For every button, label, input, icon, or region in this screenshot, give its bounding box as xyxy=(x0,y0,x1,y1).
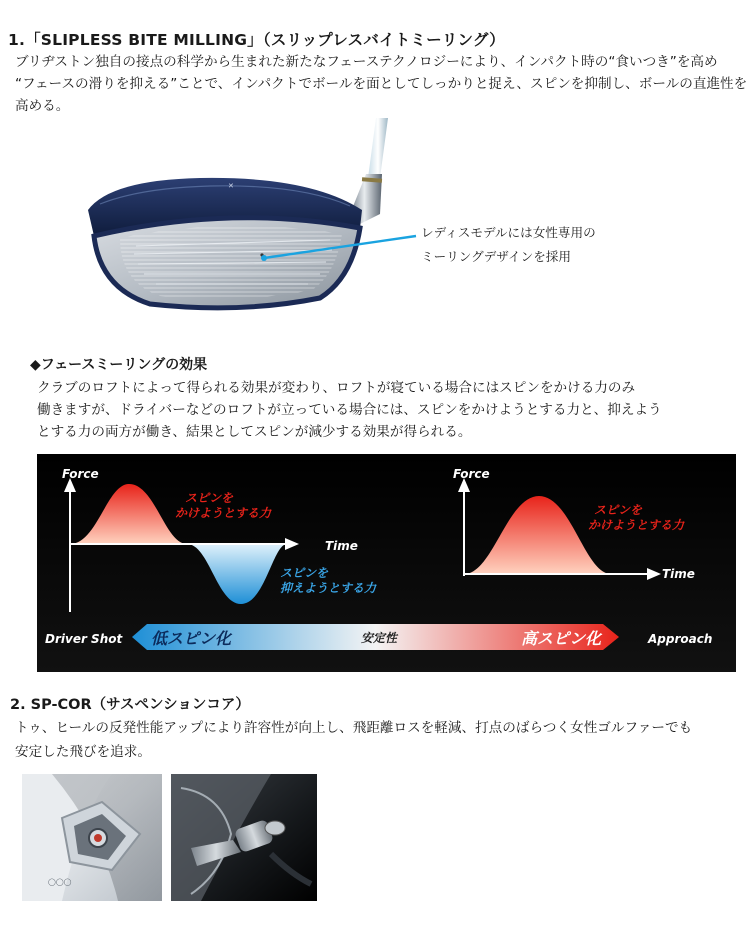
effect-heading: ◆フェースミーリングの効果 xyxy=(30,357,208,373)
section2-line: 安定した飛びを追求。 xyxy=(15,744,151,760)
sole-weight-photo xyxy=(22,774,162,901)
section1-line: “フェースの滑りを抑える”ことで、インパクトでボールを面としてしっかりと捉え、スピンを抑制し、ボールの直進性を xyxy=(15,76,748,92)
right-x-label: Time xyxy=(662,567,695,581)
scale-right-end: Approach xyxy=(648,632,713,646)
sp-cor-internal-photo xyxy=(171,774,317,901)
effect-line: 働きますが、ドライバーなどのロフトが立っている場合には、スピンをかけようとする力と、抑えよう xyxy=(37,402,662,418)
callout-line xyxy=(258,228,418,268)
shaft xyxy=(368,118,388,178)
svg-text:◯◯◯: ◯◯◯ xyxy=(48,878,72,886)
callout-line-text: レディスモデルには女性専用の xyxy=(421,225,596,240)
effect-paragraph xyxy=(37,377,662,443)
scale-left-text: 低スピン化 xyxy=(151,629,232,648)
callout-line-text: ミーリングデザインを採用 xyxy=(421,249,571,264)
right-positive-label: かけようとする力 xyxy=(588,518,685,532)
right-y-label: Force xyxy=(453,467,490,481)
section1-line: 高める。 xyxy=(15,98,70,114)
section2-paragraph xyxy=(15,716,692,764)
section1-line: ブリヂストン独自の接点の科学から生まれた新たなフェーステクノロジーにより、インパクト時の“食いつき”を高め xyxy=(15,54,718,70)
left-x-label: Time xyxy=(325,539,358,553)
scale-right-text: 高スピン化 xyxy=(521,629,602,648)
scale-left-end: Driver Shot xyxy=(45,632,123,646)
section2-heading: 2. SP-COR（サスペンションコア） xyxy=(10,697,250,713)
effect-line: とする力の両方が働き、結果としてスピンが減少する効果が得られる。 xyxy=(37,424,472,440)
callout-text xyxy=(421,221,596,269)
left-negative-label: 抑えようとする力 xyxy=(280,581,377,595)
section2-line: トゥ、ヒールの反発性能アップにより許容性が向上し、飛距離ロスを軽減、打点のばらつく女性ゴルファーでも xyxy=(15,720,693,736)
left-y-label: Force xyxy=(62,467,99,481)
left-positive-label: かけようとする力 xyxy=(175,506,272,520)
section1-paragraph xyxy=(15,51,747,117)
scale-center-text: 安定性 xyxy=(361,631,398,645)
driver-face-illustration xyxy=(80,118,420,318)
spin-force-diagram xyxy=(37,454,736,672)
effect-line: クラブのロフトによって得られる効果が変わり、ロフトが寝ている場合にはスピンをかける力のみ xyxy=(37,380,636,396)
left-positive-label: スピンを xyxy=(185,491,234,505)
right-positive-label: スピンを xyxy=(594,503,643,517)
section1-heading: 1.「SLIPLESS BITE MILLING」（スリップレスバイトミーリング） xyxy=(8,31,505,49)
left-negative-label: スピンを xyxy=(280,566,329,580)
svg-text:✕: ✕ xyxy=(228,182,234,190)
